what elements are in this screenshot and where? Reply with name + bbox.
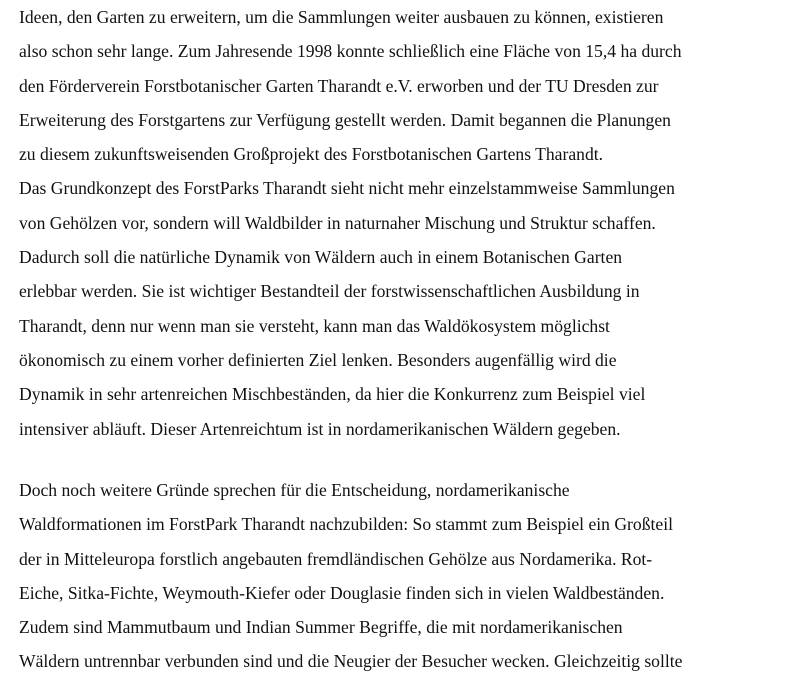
text-line: erlebbar werden. Sie ist wichtiger Bestandteil der forstwissenschaftlichen Ausbildung in <box>19 281 640 302</box>
text-line: Tharandt, denn nur wenn man sie versteht, kann man das Waldökosystem möglichst <box>19 315 610 336</box>
text-line: der in Mitteleuropa forstlich angebauten fremdländischen Gehölze aus Nordamerika. Rot- <box>19 548 653 569</box>
text-line: zu diesem zukunftsweisenden Großprojekt des Forstbotanischen Gartens Tharandt. <box>19 144 604 165</box>
paragraph-2 <box>19 473 794 679</box>
text-line: Wäldern untrennbar verbunden sind und die Neugier der Besucher wecken. Gleichzeitig sollte <box>19 651 683 672</box>
text-line: Zudem sind Mammutbaum und Indian Summer Begriffe, die mit nordamerikanischen <box>19 617 623 638</box>
text-line: ökonomisch zu einem vorher definierten Ziel lenken. Besonders augenfällig wird die <box>19 349 617 370</box>
text-line: Waldformationen im ForstPark Tharandt nachzubilden: So stammt zum Beispiel ein Großteil <box>19 514 673 535</box>
text-line: Eiche, Sitka-Fichte, Weymouth-Kiefer oder Douglasie finden sich in vielen Waldbeständen. <box>19 582 665 603</box>
text-line: Dynamik in sehr artenreichen Mischbeständen, da hier die Konkurrenz zum Beispiel viel <box>19 384 646 405</box>
text-line: Das Grundkonzept des ForstParks Tharandt sieht nicht mehr einzelstammweise Sammlungen <box>19 178 675 199</box>
paragraph-1 <box>19 0 794 446</box>
text-line: Doch noch weitere Gründe sprechen für die Entscheidung, nordamerikanische <box>19 480 570 500</box>
text-line: von Gehölzen vor, sondern will Waldbilder in naturnaher Mischung und Struktur schaffen. <box>19 212 656 233</box>
text-line: intensiver abläuft. Dieser Artenreichtum ist in nordamerikanischen Wäldern gegeben. <box>19 418 621 439</box>
text-line: also schon sehr lange. Zum Jahresende 1998 konnte schließlich eine Fläche von 15,4 ha durch <box>19 41 682 62</box>
text-line: Dadurch soll die natürliche Dynamik von Wäldern auch in einem Botanischen Garten <box>19 247 623 268</box>
text-line: den Förderverein Forstbotanischer Garten Tharandt e.V. erworben und der TU Dresden zur <box>19 75 659 96</box>
text-line: Ideen, den Garten zu erweitern, um die Sammlungen weiter ausbauen zu können, existieren <box>19 7 664 27</box>
text-line: Erweiterung des Forstgartens zur Verfügung gestellt werden. Damit begannen die Planungen <box>19 109 671 130</box>
